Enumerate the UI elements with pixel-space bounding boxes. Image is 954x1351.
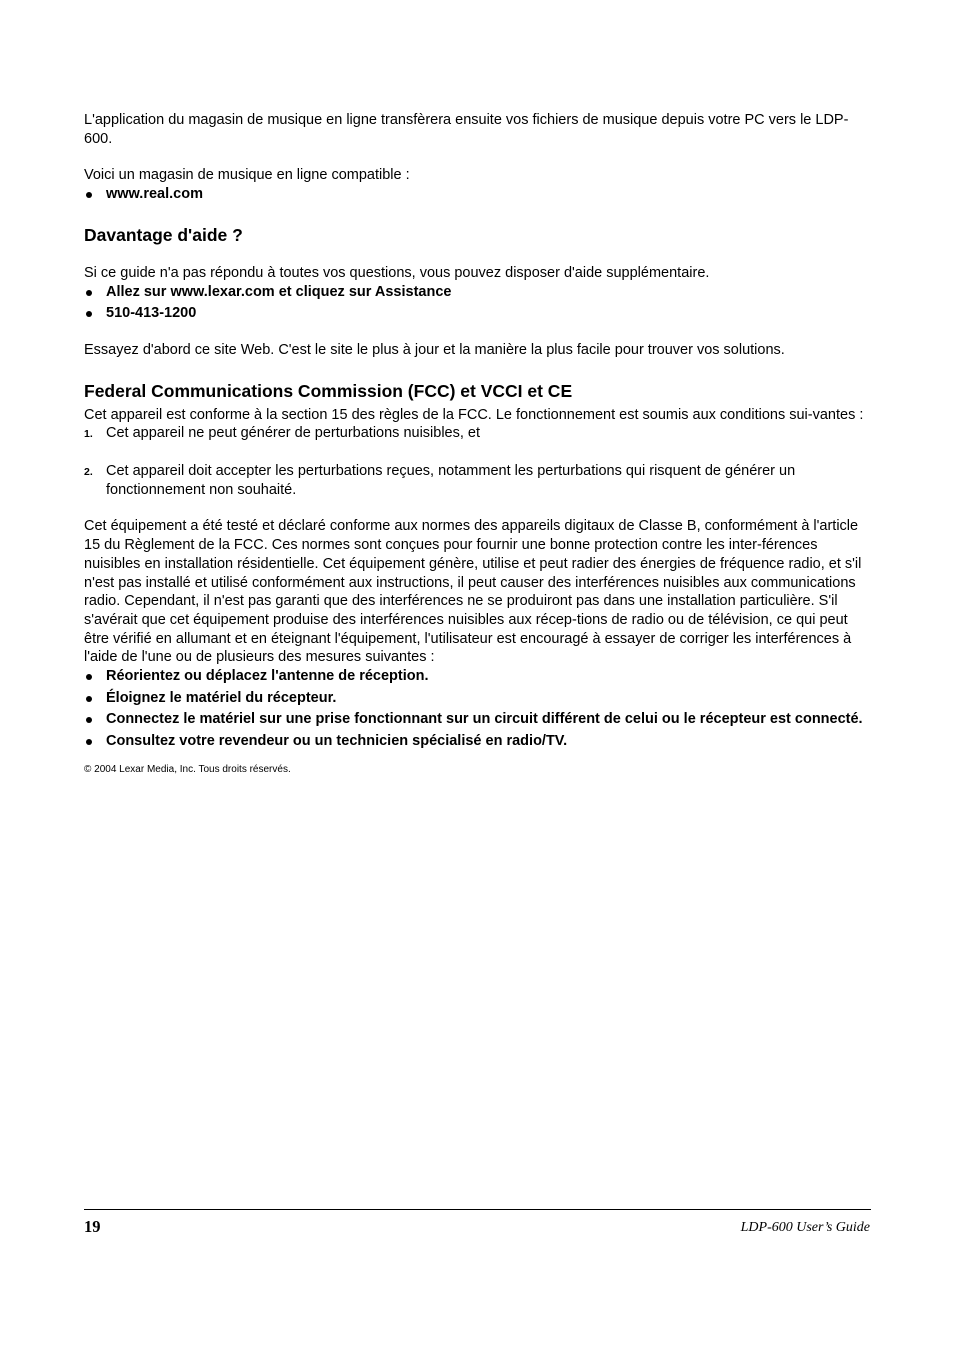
help-list [84, 283, 871, 323]
list-item [84, 667, 871, 686]
help-paragraph: Si ce guide n'a pas répondu à toutes vos questions, vous pouvez disposer d'aide supplémentaire. [84, 264, 710, 281]
measure-text: Réorientez ou déplacez l'antenne de réception. [106, 668, 429, 685]
measure-text: Connectez le matériel sur une prise fonctionnant sur un circuit différent de celui ou le récepteur est connecté. [106, 711, 863, 728]
fcc-heading: Federal Communications Commission (FCC) et VCCI et CE [84, 380, 573, 401]
page-content [84, 111, 871, 776]
fcc-conditions-list [84, 424, 871, 499]
bullet-icon [86, 290, 92, 296]
list-item [84, 185, 871, 204]
bullet-icon [86, 717, 92, 723]
list-number: 2. [84, 466, 93, 479]
condition-text: Cet appareil ne peut générer de perturbations nuisibles, et [106, 425, 481, 442]
measure-text: Éloignez le matériel du récepteur. [106, 689, 337, 706]
condition-text: Cet appareil doit accepter les perturbations reçues, notamment les perturbations qui risquent de générer un fonctionnement non souhaité. [106, 463, 796, 498]
bullet-icon [86, 192, 92, 198]
bullet-icon [86, 696, 92, 702]
help-paragraph-2: Essayez d'abord ce site Web. C'est le site le plus à jour et la manière la plus facile pour trouver vos solutions. [84, 341, 785, 358]
list-item [84, 689, 871, 708]
list-item [84, 283, 871, 302]
list-item [84, 732, 871, 751]
bullet-icon [86, 674, 92, 680]
store-intro-paragraph: Voici un magasin de musique en ligne compatible : [84, 167, 410, 184]
help-heading: Davantage d'aide ? [84, 224, 243, 245]
page-number: 19 [84, 1217, 101, 1236]
fcc-paragraph-2: Cet équipement a été testé et déclaré conforme aux normes des appareils digitaux de Classe B, conformément à l'article 15 du Règlement de la FCC. Ces normes sont conçues pour fournir une bonne protection contre les inter-férences nuisibles en installation résidentielle. Cet équipement génère, utilise et peut radier des énergies de fréquence radio, et s'il n'est pas installé et utilisé conformément aux instructions, il peut causer des interférences nuisibles aux communications radio. Cependant, il n'est pas garanti que des interférences ne se produiront pas dans une installation particulière. S'il s'avérait que cet équipement produise des interférences nuisibles aux récep-tions de radio ou de télévision, ce qui peut être vérifié en allumant et en éteignant l'équipement, l'utilisateur est encouragé à essayer de corriger les interférences à l'aide de l'une ou de plusieurs des mesures suivantes : [84, 518, 862, 666]
help-item-text: 510-413-1200 [106, 305, 197, 322]
intro-paragraph: L'application du magasin de musique en ligne transfèrera ensuite vos fichiers de musique depuis votre PC vers le LDP-600. [84, 112, 849, 147]
fcc-measures-list [84, 667, 871, 751]
list-item [84, 424, 871, 443]
fcc-paragraph: Cet appareil est conforme à la section 15 des règles de la FCC. Le fonctionnement est soumis aux conditions sui-vantes : [84, 406, 864, 423]
store-name: www.real.com [106, 186, 203, 203]
store-list [84, 185, 871, 204]
list-item [84, 710, 871, 729]
list-item [84, 304, 871, 323]
footer-divider [84, 1209, 871, 1210]
copyright-notice: © 2004 Lexar Media, Inc. Tous droits réservés. [84, 763, 291, 775]
list-item [84, 462, 871, 499]
guide-title: LDP-600 User’s Guide [740, 1220, 870, 1235]
help-item-text: Allez sur www.lexar.com et cliquez sur Assistance [106, 283, 452, 300]
list-number: 1. [84, 428, 93, 441]
bullet-icon [86, 739, 92, 745]
measure-text: Consultez votre revendeur ou un technicien spécialisé en radio/TV. [106, 733, 568, 750]
bullet-icon [86, 311, 92, 317]
